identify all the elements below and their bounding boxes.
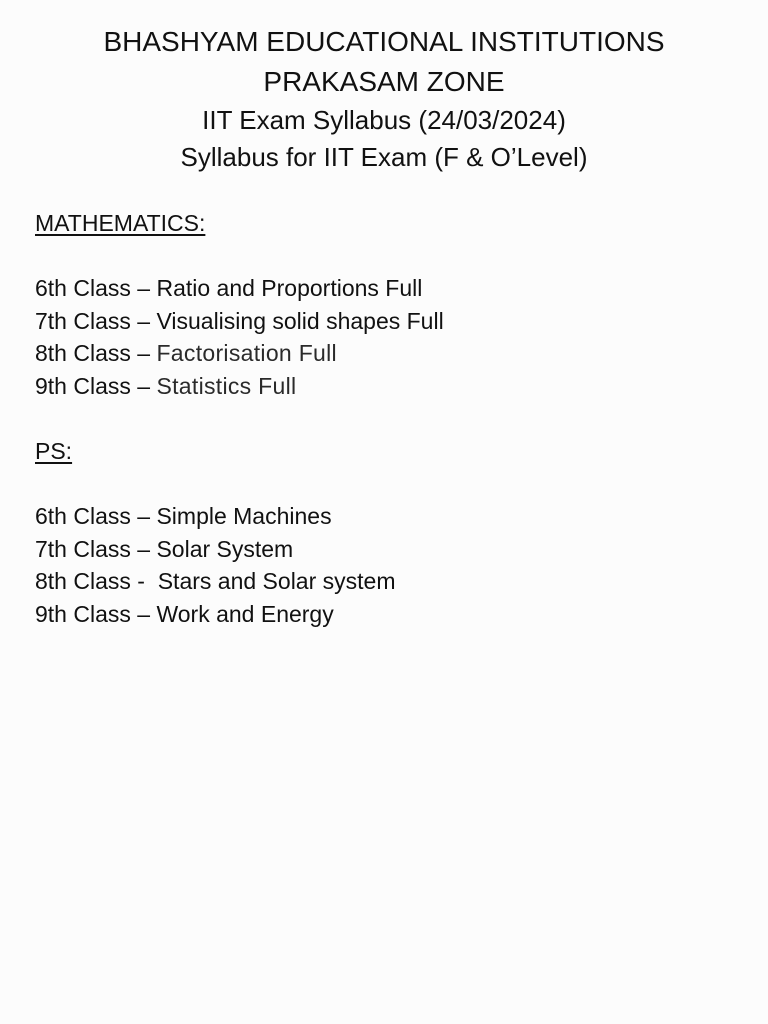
math-item-8th — [35, 337, 735, 370]
class-label: 6th Class — [35, 275, 131, 301]
topic: Statistics Full — [156, 372, 297, 399]
topic: Simple Machines — [156, 503, 332, 529]
topic: Stars and Solar system — [157, 568, 396, 594]
topic: Work and Energy — [156, 600, 334, 627]
document-header — [0, 22, 768, 176]
class-label: 7th Class — [35, 535, 131, 562]
ps-item-6th — [35, 500, 735, 533]
separator: – — [130, 600, 157, 627]
zone-name: PRAKASAM ZONE — [263, 66, 505, 97]
topic: Ratio and Proportions Full — [156, 275, 423, 301]
institution-name: BHASHYAM EDUCATIONAL INSTITUTIONS — [103, 26, 665, 57]
class-label: 7th Class — [35, 307, 131, 334]
separator: – — [130, 535, 157, 562]
math-item-9th — [35, 370, 735, 403]
mathematics-list — [35, 272, 735, 402]
ps-item-8th — [35, 565, 735, 598]
separator: - — [130, 568, 158, 594]
math-item-7th — [35, 305, 735, 338]
exam-title: IIT Exam Syllabus (24/03/2024) — [202, 105, 566, 135]
ps-heading-block — [35, 435, 735, 467]
math-item-6th — [35, 272, 735, 305]
topic: Solar System — [156, 535, 294, 562]
ps-list — [35, 500, 735, 630]
class-label: 9th Class — [35, 372, 131, 399]
separator: – — [130, 307, 157, 334]
class-label: 6th Class — [35, 503, 131, 529]
topic: Factorisation Full — [156, 340, 337, 366]
mathematics-heading: MATHEMATICS: — [35, 210, 206, 236]
separator: – — [130, 503, 157, 529]
separator: – — [130, 275, 157, 301]
separator: – — [130, 340, 157, 366]
class-label: 9th Class — [35, 600, 131, 627]
mathematics-heading-block — [35, 207, 735, 239]
ps-item-7th — [35, 533, 735, 566]
ps-item-9th — [35, 598, 735, 631]
separator: – — [130, 372, 157, 399]
ps-heading: PS: — [35, 438, 73, 464]
class-label: 8th Class — [35, 568, 131, 594]
class-label: 8th Class — [35, 340, 131, 366]
topic: Visualising solid shapes Full — [156, 307, 444, 334]
syllabus-subtitle: Syllabus for IIT Exam (F & O’Level) — [180, 142, 588, 172]
